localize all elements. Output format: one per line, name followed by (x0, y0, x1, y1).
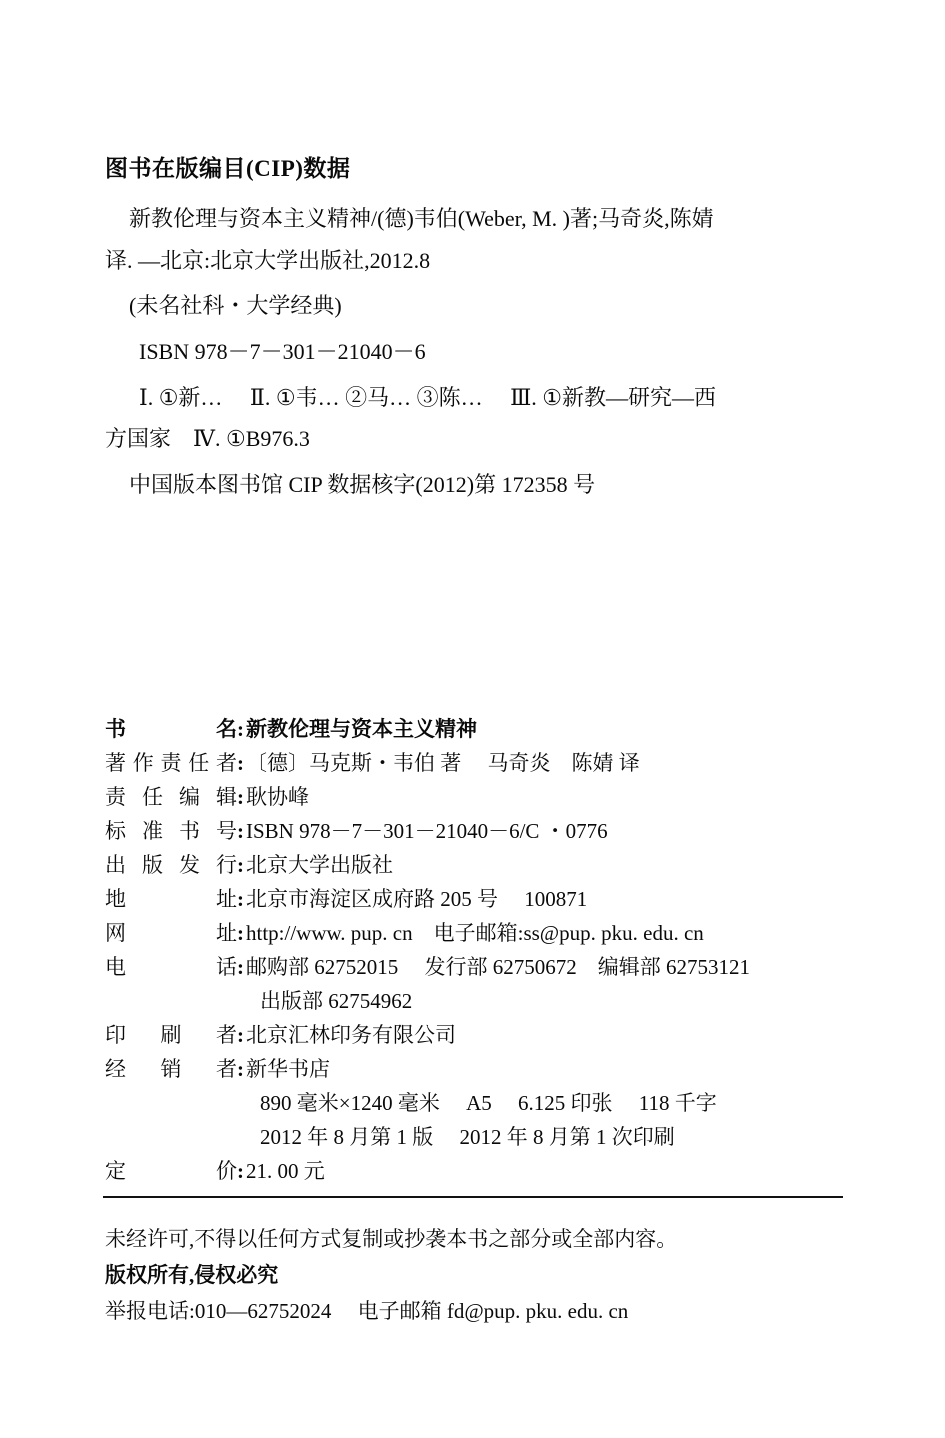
imprint-block (105, 712, 865, 1188)
imprint-row (105, 746, 865, 780)
imprint-row (105, 1018, 865, 1052)
divider (103, 1196, 843, 1198)
imprint-row-label: 经 销 者 (105, 1057, 237, 1082)
cip-isbn-line: ISBN 978－7－301－21040－6 (139, 338, 426, 364)
imprint-row-value: http://www. pup. cn 电子邮箱:ss@pup. pku. edu. cn (246, 921, 704, 946)
imprint-row-label: 电 话 (105, 955, 237, 980)
imprint-row-colon: : (237, 785, 244, 810)
imprint-row-value: 北京大学出版社 (246, 853, 393, 878)
imprint-row-colon: : (237, 717, 244, 741)
imprint-row (105, 984, 865, 1018)
imprint-row-value: 新华书店 (246, 1057, 330, 1082)
imprint-row-label: 著 作 责 任 者 (105, 751, 237, 776)
imprint-row-colon: : (237, 1057, 244, 1082)
imprint-row-colon: : (237, 955, 244, 980)
cip-heading: 图书在版编目(CIP)数据 (105, 156, 351, 181)
imprint-row (105, 916, 865, 950)
cip-publisher-line: 译. —北京:北京大学出版社,2012.8 (105, 247, 431, 273)
imprint-row-value: 北京汇林印务有限公司 (246, 1023, 456, 1048)
imprint-row-value: 耿协峰 (246, 785, 309, 810)
imprint-row-label: 地 址 (105, 887, 237, 912)
imprint-row (105, 950, 865, 984)
imprint-row-label: 网 址 (105, 921, 237, 946)
imprint-row-value: ISBN 978－7－301－21040－6/C ・0776 (246, 819, 608, 844)
imprint-row-value: 890 毫米×1240 毫米 A5 6.125 印张 118 千字 (260, 1091, 717, 1116)
imprint-row-label: 书 名 (105, 717, 237, 741)
imprint-row-colon: : (237, 819, 244, 844)
imprint-row-value: 新教伦理与资本主义精神 (246, 717, 477, 741)
cip-archive-line: 中国版本图书馆 CIP 数据核字(2012)第 172358 号 (129, 471, 596, 497)
imprint-row (105, 712, 865, 746)
footer-copyright: 版权所有,侵权必究 (105, 1263, 279, 1288)
imprint-row (105, 1052, 865, 1086)
imprint-row (105, 848, 865, 882)
imprint-row-label: 定 价 (105, 1159, 237, 1184)
imprint-row-colon: : (237, 1159, 244, 1184)
imprint-row (105, 1120, 865, 1154)
imprint-row-label: 标 准 书 号 (105, 819, 237, 844)
imprint-row (105, 814, 865, 848)
imprint-row-label: 印 刷 者 (105, 1023, 237, 1048)
imprint-row (105, 780, 865, 814)
imprint-row (105, 1154, 865, 1188)
imprint-row-colon: : (237, 1023, 244, 1048)
imprint-row (105, 1086, 865, 1120)
imprint-row-value: 21. 00 元 (246, 1159, 325, 1184)
footer-notice: 未经许可,不得以任何方式复制或抄袭本书之部分或全部内容。 (105, 1227, 678, 1251)
cip-title-line: 新教伦理与资本主义精神/(德)韦伯(Weber, M. )著;马奇炎,陈婧 (129, 206, 714, 231)
cip-series-line: (未名社科・大学经典) (129, 293, 342, 319)
imprint-row-colon: : (237, 853, 244, 878)
footer-report: 举报电话:010—62752024 电子邮箱 fd@pup. pku. edu. cn (105, 1299, 629, 1324)
imprint-row-value: 2012 年 8 月第 1 版 2012 年 8 月第 1 次印刷 (260, 1125, 675, 1150)
cip-classification-line-2: 方国家 Ⅳ. ①B976.3 (105, 426, 310, 452)
imprint-row (105, 882, 865, 916)
imprint-row-value: 〔德〕马克斯・韦伯 著 马奇炎 陈婧 译 (246, 751, 640, 776)
imprint-row-colon: : (237, 751, 244, 776)
imprint-row-label: 责 任 编 辑 (105, 785, 237, 810)
cip-classification-line-1: Ⅰ. ①新… Ⅱ. ①韦… ②马… ③陈… Ⅲ. ①新教—研究—西 (139, 384, 717, 410)
imprint-row-value: 北京市海淀区成府路 205 号 100871 (246, 887, 588, 912)
imprint-row-value: 出版部 62754962 (260, 989, 413, 1014)
imprint-row-colon: : (237, 921, 244, 946)
imprint-row-colon: : (237, 887, 244, 912)
imprint-row-value: 邮购部 62752015 发行部 62750672 编辑部 62753121 (246, 955, 750, 980)
footer-block (105, 1222, 885, 1330)
imprint-row-label: 出 版 发 行 (105, 853, 237, 878)
